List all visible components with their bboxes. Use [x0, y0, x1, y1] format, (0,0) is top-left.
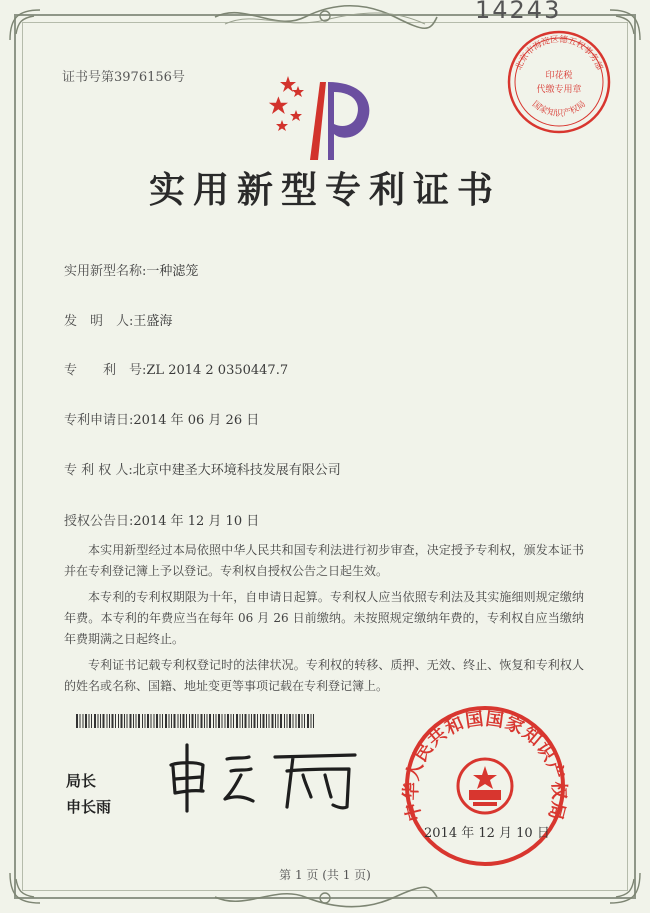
handwritten-number: 14243 — [475, 0, 562, 24]
tax-stamp-seal — [505, 28, 613, 136]
field-label: 授权公告日: — [64, 514, 134, 529]
bottom-ornament — [205, 885, 445, 911]
field-value: 2014 年 06 月 26 日 — [133, 413, 260, 428]
official-seal-text: 中华人民共和国国家知识产权局 — [400, 708, 570, 824]
field-utility-model-name — [64, 260, 198, 279]
field-inventor — [64, 310, 172, 329]
field-application-date — [64, 409, 259, 428]
corner-ornament-top-left — [8, 8, 42, 42]
tax-stamp-middle-text: 印花税 — [545, 71, 573, 81]
field-value: ZL 2014 2 0350447.7 — [146, 363, 289, 378]
corner-ornament-top-right — [608, 8, 642, 42]
body-paragraph: 本专利的专利权期限为十年，自申请日起算。专利权人应当依照专利法及其实施细则规定缴纳年费。本专利的年费应当在每年 06 月 26 日前缴纳。未按照规定缴纳年费的，专利权自应当缴纳年费期满之日起终止。 — [64, 590, 584, 646]
field-label: 专利申请日: — [64, 413, 134, 428]
national-emblem-icon — [458, 759, 512, 813]
svg-text:北京市海淀区德五权事务部 — [513, 34, 605, 72]
field-label: 实用新型名称: — [64, 264, 147, 279]
field-patentee — [64, 459, 341, 478]
certificate-body — [64, 540, 584, 702]
page-number: 第 1 页 (共 1 页) — [279, 868, 371, 882]
field-label: 专 利 权 人: — [64, 463, 133, 478]
certificate-number: 证书号第3976156号 — [62, 70, 185, 85]
certificate-title: 实用新型专利证书 — [148, 169, 501, 211]
svg-text:中华人民共和国国家知识产权局 — [400, 709, 570, 824]
signatory-title: 局长 — [66, 772, 97, 790]
seal-date: 2014 年 12 月 10 日 — [424, 826, 550, 841]
field-value: 王盛海 — [133, 314, 173, 329]
field-value: 2014 年 12 月 10 日 — [133, 514, 260, 529]
body-paragraph: 本实用新型经过本局依照中华人民共和国专利法进行初步审查，决定授予专利权，颁发本证书并在专利登记簿上予以登记。专利权自授权公告之日起生效。 — [64, 543, 584, 578]
field-value: 一种滤笼 — [146, 264, 199, 279]
field-grant-date — [64, 510, 259, 529]
patent-office-logo — [268, 74, 380, 166]
tax-stamp-bottom-text: 代缴专用章 — [536, 85, 582, 95]
signatory-name: 申长雨 — [66, 798, 112, 816]
official-seal — [395, 704, 575, 874]
field-label: 发 明 人: — [64, 314, 134, 329]
handwritten-signature — [165, 735, 360, 815]
field-label: 专 利 号: — [64, 363, 147, 378]
barcode — [76, 714, 316, 728]
svg-text:国家知识产权局 — [530, 99, 588, 119]
field-patent-number — [64, 359, 288, 378]
field-value: 北京中建圣大环境科技发展有限公司 — [132, 463, 341, 478]
body-paragraph: 专利证书记载专利权登记时的法律状况。专利权的转移、质押、无效、终止、恢复和专利权人的姓名或名称、国籍、地址变更等事项记载在专利登记簿上。 — [64, 658, 584, 693]
top-ornament — [205, 2, 445, 32]
tax-stamp-ring-text: 国家知识产权局 — [530, 99, 588, 119]
tax-stamp-top-text: 北京市海淀区德五权事务部 — [514, 34, 604, 72]
